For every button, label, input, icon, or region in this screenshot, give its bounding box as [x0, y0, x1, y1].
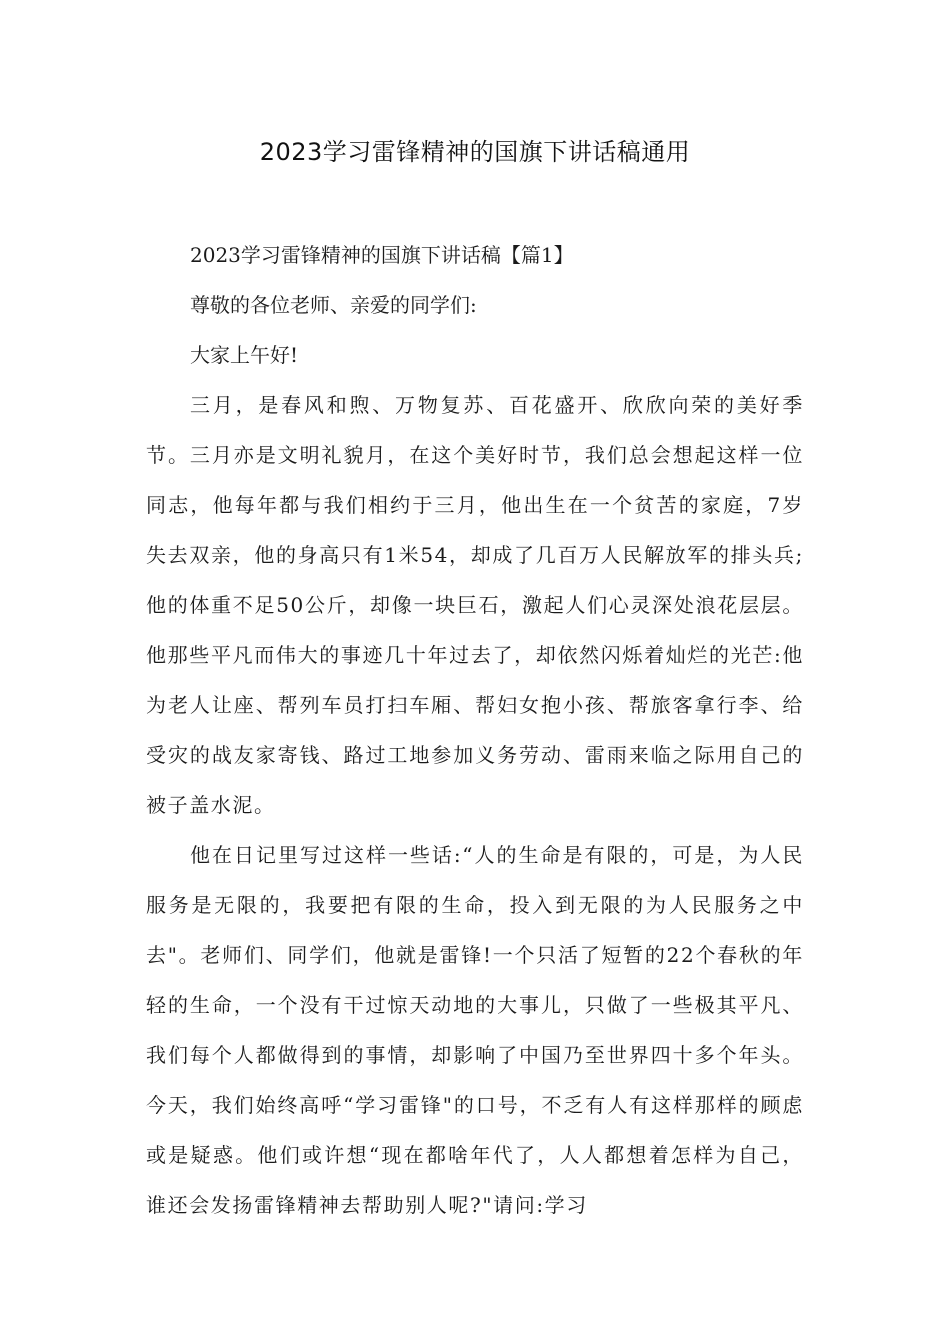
document-body	[146, 230, 804, 1230]
document-title: 2023学习雷锋精神的国旗下讲话稿通用	[259, 138, 691, 166]
salutation: 尊敬的各位老师、亲爱的同学们:	[190, 293, 477, 317]
paragraph-diary-quote: 他在日记里写过这样一些话:“人的生命是有限的，可是，为人民服务是无限的，我要把有限的生命，投入到无限的为人民服务之中去"。老师们、同学们，他就是雷锋!一个只活了短暂的22个春秋的年轻的生命，一个没有干过惊天动地的大事儿，只做了一些极其平凡、我们每个人都做得到的事情，却影响了中国乃至世界四十多个年头。今天，我们始终高呼“学习雷锋"的口号，不乏有人有这样那样的顾虑或是疑惑。他们或许想“现在都啥年代了，人人都想着怎样为自己，谁还会发扬雷锋精神去帮助别人呢?"请问:学习	[146, 843, 804, 1217]
section-heading: 2023学习雷锋精神的国旗下讲话稿【篇1】	[190, 243, 574, 267]
paragraph-spring-march: 三月，是春风和煦、万物复苏、百花盛开、欣欣向荣的美好季节。三月亦是文明礼貌月，在这个美好时节，我们总会想起这样一位同志，他每年都与我们相约于三月，他出生在一个贫苦的家庭，7岁失去双亲，他的身高只有1米54，却成了几百万人民解放军的排头兵;他的体重不足50公斤，却像一块巨石，激起人们心灵深处浪花层层。他那些平凡而伟大的事迹几十年过去了，却依然闪烁着灿烂的光芒:他为老人让座、帮列车员打扫车厢、帮妇女抱小孩、帮旅客拿行李、给受灾的战友家寄钱、路过工地参加义务劳动、雷雨来临之际用自己的被子盖水泥。	[146, 393, 804, 817]
greeting: 大家上午好!	[190, 343, 299, 367]
